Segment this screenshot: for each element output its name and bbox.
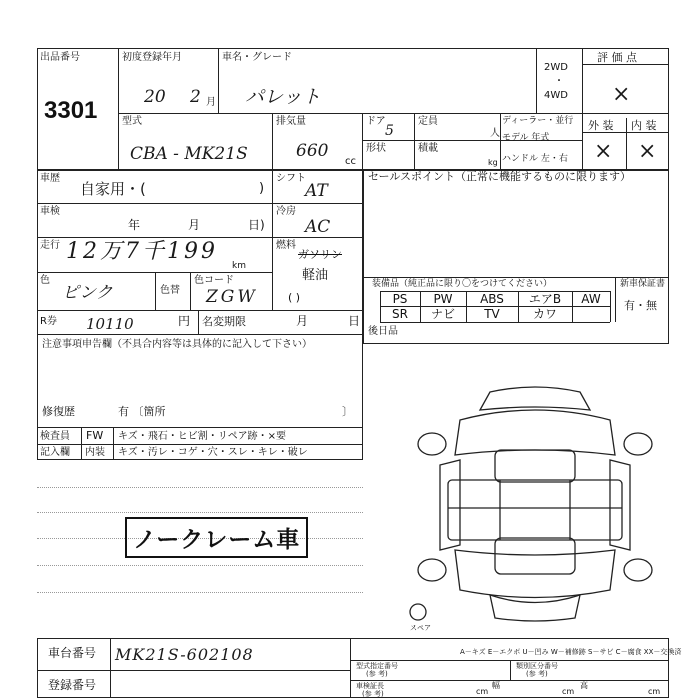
- inspection-year: 年: [128, 218, 141, 232]
- fuel-paren: ( ): [288, 291, 301, 304]
- first-reg-label: 初度登録年月: [122, 52, 182, 63]
- capacity-label: 定員: [418, 116, 438, 127]
- repair-close: 〕: [342, 405, 353, 418]
- shape-label: 形状: [366, 143, 386, 154]
- model-value: CBA - MK21S: [130, 144, 248, 164]
- designated-ref: (参 考): [366, 670, 388, 678]
- shift-value: AT: [305, 181, 328, 201]
- post-date-label: 後日品: [368, 326, 398, 337]
- history-close: ): [259, 181, 265, 196]
- equipment-abs[interactable]: ABS: [480, 292, 504, 306]
- interior-mark: ×: [638, 139, 657, 164]
- aircon-label: 冷房: [276, 206, 296, 217]
- expiry-day: 日: [348, 314, 361, 328]
- mileage-label: 走行: [40, 240, 60, 251]
- mileage-value: 12万7千199: [66, 239, 218, 264]
- cm-1: cm: [476, 687, 489, 696]
- equipment-ps[interactable]: PS: [392, 292, 408, 306]
- lot-label: 出品番号: [40, 52, 80, 63]
- exterior-mark: ×: [594, 139, 613, 164]
- history-value: 自家用・(: [80, 180, 146, 198]
- name-grade-label: 車名・グレード: [222, 52, 292, 63]
- no-claim-stamp: ノークレーム車: [125, 517, 308, 558]
- equipment-sr[interactable]: SR: [392, 307, 408, 321]
- drive-2wd: 2WD: [544, 62, 568, 73]
- recycle-label: R券: [40, 316, 57, 327]
- history-label: 車歴: [40, 173, 60, 184]
- windshield-front: [495, 450, 575, 482]
- entry-label: 記入欄: [40, 447, 70, 458]
- warranty-label: 新車保証書: [620, 279, 666, 289]
- loading-label: 積載: [418, 143, 438, 154]
- aircon-value: AC: [305, 217, 331, 237]
- equipment-label: 装備品（純正品に限り〇をつけてください）: [372, 279, 553, 289]
- inspection-month: 月: [188, 218, 201, 232]
- roof-outline: [480, 387, 590, 410]
- displacement-label: 排気量: [276, 116, 306, 127]
- car-diagram: [400, 380, 670, 630]
- designated-label: 型式指定番号: [356, 662, 398, 670]
- recycle-value: 10110: [86, 315, 134, 333]
- kg-unit: kg: [488, 158, 498, 167]
- equipment-pw[interactable]: PW: [433, 292, 453, 306]
- damage-legend: A－キズ E－エクボ U－凹み W－補修跡 S－サビ C－腐食 XX－交換済: [460, 648, 682, 656]
- fuel-gasoline: ガソリン: [298, 248, 342, 261]
- spare-label: スペア: [410, 624, 431, 632]
- inspector-items: キズ・飛石・ヒビ割・リペア跡・×要: [118, 431, 286, 442]
- class-ref: (参 考): [526, 670, 548, 678]
- color-change-label: 色替: [160, 285, 180, 296]
- first-reg-month-unit: 月: [206, 97, 216, 108]
- repair-label: 修復歴: [42, 405, 75, 418]
- color-label: 色: [40, 275, 50, 286]
- first-reg-year: 20: [144, 87, 166, 107]
- drive-4wd: 4WD: [544, 90, 568, 101]
- equipment-airbag[interactable]: エアB: [528, 292, 562, 306]
- equipment-tv[interactable]: TV: [484, 307, 500, 321]
- model-year-label: モデル 年式: [502, 133, 550, 143]
- capacity-unit: 人: [490, 128, 500, 139]
- car-name: パレット: [245, 86, 321, 108]
- fuel-label: 燃料: [276, 240, 296, 251]
- equipment-leather[interactable]: カワ: [532, 307, 557, 321]
- color-code-value: ZGW: [206, 287, 258, 307]
- equipment-aw[interactable]: AW: [581, 292, 601, 306]
- door-label: ドア: [366, 116, 386, 127]
- eval-mark: ×: [612, 82, 631, 107]
- cc-unit: cc: [345, 156, 356, 167]
- inspection-label: 車検: [40, 206, 60, 217]
- entry-items: キズ・汚レ・コゲ・穴・スレ・キレ・破レ: [118, 447, 308, 458]
- lot-number: 3301: [44, 97, 98, 124]
- exterior-label: 外 装: [588, 119, 614, 132]
- class-label: 類別区分番号: [516, 662, 558, 670]
- shift-label: シフト: [276, 173, 306, 184]
- inspection-day: 日): [248, 218, 265, 232]
- width-label: 幅: [492, 681, 500, 690]
- spare-tire: [410, 604, 426, 620]
- first-reg-month: 2: [190, 87, 201, 107]
- registration-label: 登録番号: [48, 678, 97, 692]
- repair-value: 有 〔箇所: [118, 405, 166, 418]
- notes-label: 注意事項申告欄（不具合内容等は具体的に記入して下さい）: [42, 339, 312, 350]
- km-unit: km: [232, 261, 246, 271]
- chassis-label: 車台番号: [48, 646, 97, 660]
- drive-dot: ・: [554, 76, 564, 87]
- yen-unit: 円: [178, 314, 191, 328]
- windshield-rear: [495, 538, 575, 574]
- wheel-front-right: [624, 433, 652, 455]
- warranty-value: 有・無: [624, 299, 657, 312]
- cm-3: cm: [648, 687, 661, 696]
- chassis-value: MK21S-602108: [115, 645, 254, 664]
- door-value: 5: [385, 123, 394, 139]
- fuel-diesel: 軽油: [302, 268, 329, 283]
- wheel-front-left: [418, 433, 446, 455]
- height-label: 高: [580, 681, 588, 690]
- color-value: ピンク: [62, 283, 113, 303]
- inspector-label: 検査員: [40, 431, 70, 442]
- length-ref: (参 考): [362, 690, 384, 698]
- handle-label: ハンドル 左・右: [502, 154, 568, 164]
- displacement-value: 660: [296, 141, 329, 161]
- color-code-label: 色コード: [194, 275, 234, 286]
- equipment-navi[interactable]: ナビ: [430, 307, 455, 321]
- model-label: 型式: [122, 116, 142, 127]
- entry-interior: 内装: [85, 447, 105, 458]
- eval-label: 評 価 点: [597, 51, 637, 64]
- dealer-label: ディーラー・並行: [502, 116, 574, 126]
- wheel-rear-right: [624, 559, 652, 581]
- interior-label: 内 装: [631, 119, 657, 132]
- inspector-fw: FW: [86, 429, 104, 442]
- length-label: 車検証長: [356, 682, 384, 690]
- sales-point-label: セールスポイント（正常に機能するものに限ります）: [368, 170, 632, 183]
- name-expiry-label: 名変期限: [202, 315, 246, 328]
- expiry-month: 月: [296, 314, 309, 328]
- cm-2: cm: [562, 687, 575, 696]
- wheel-rear-left: [418, 559, 446, 581]
